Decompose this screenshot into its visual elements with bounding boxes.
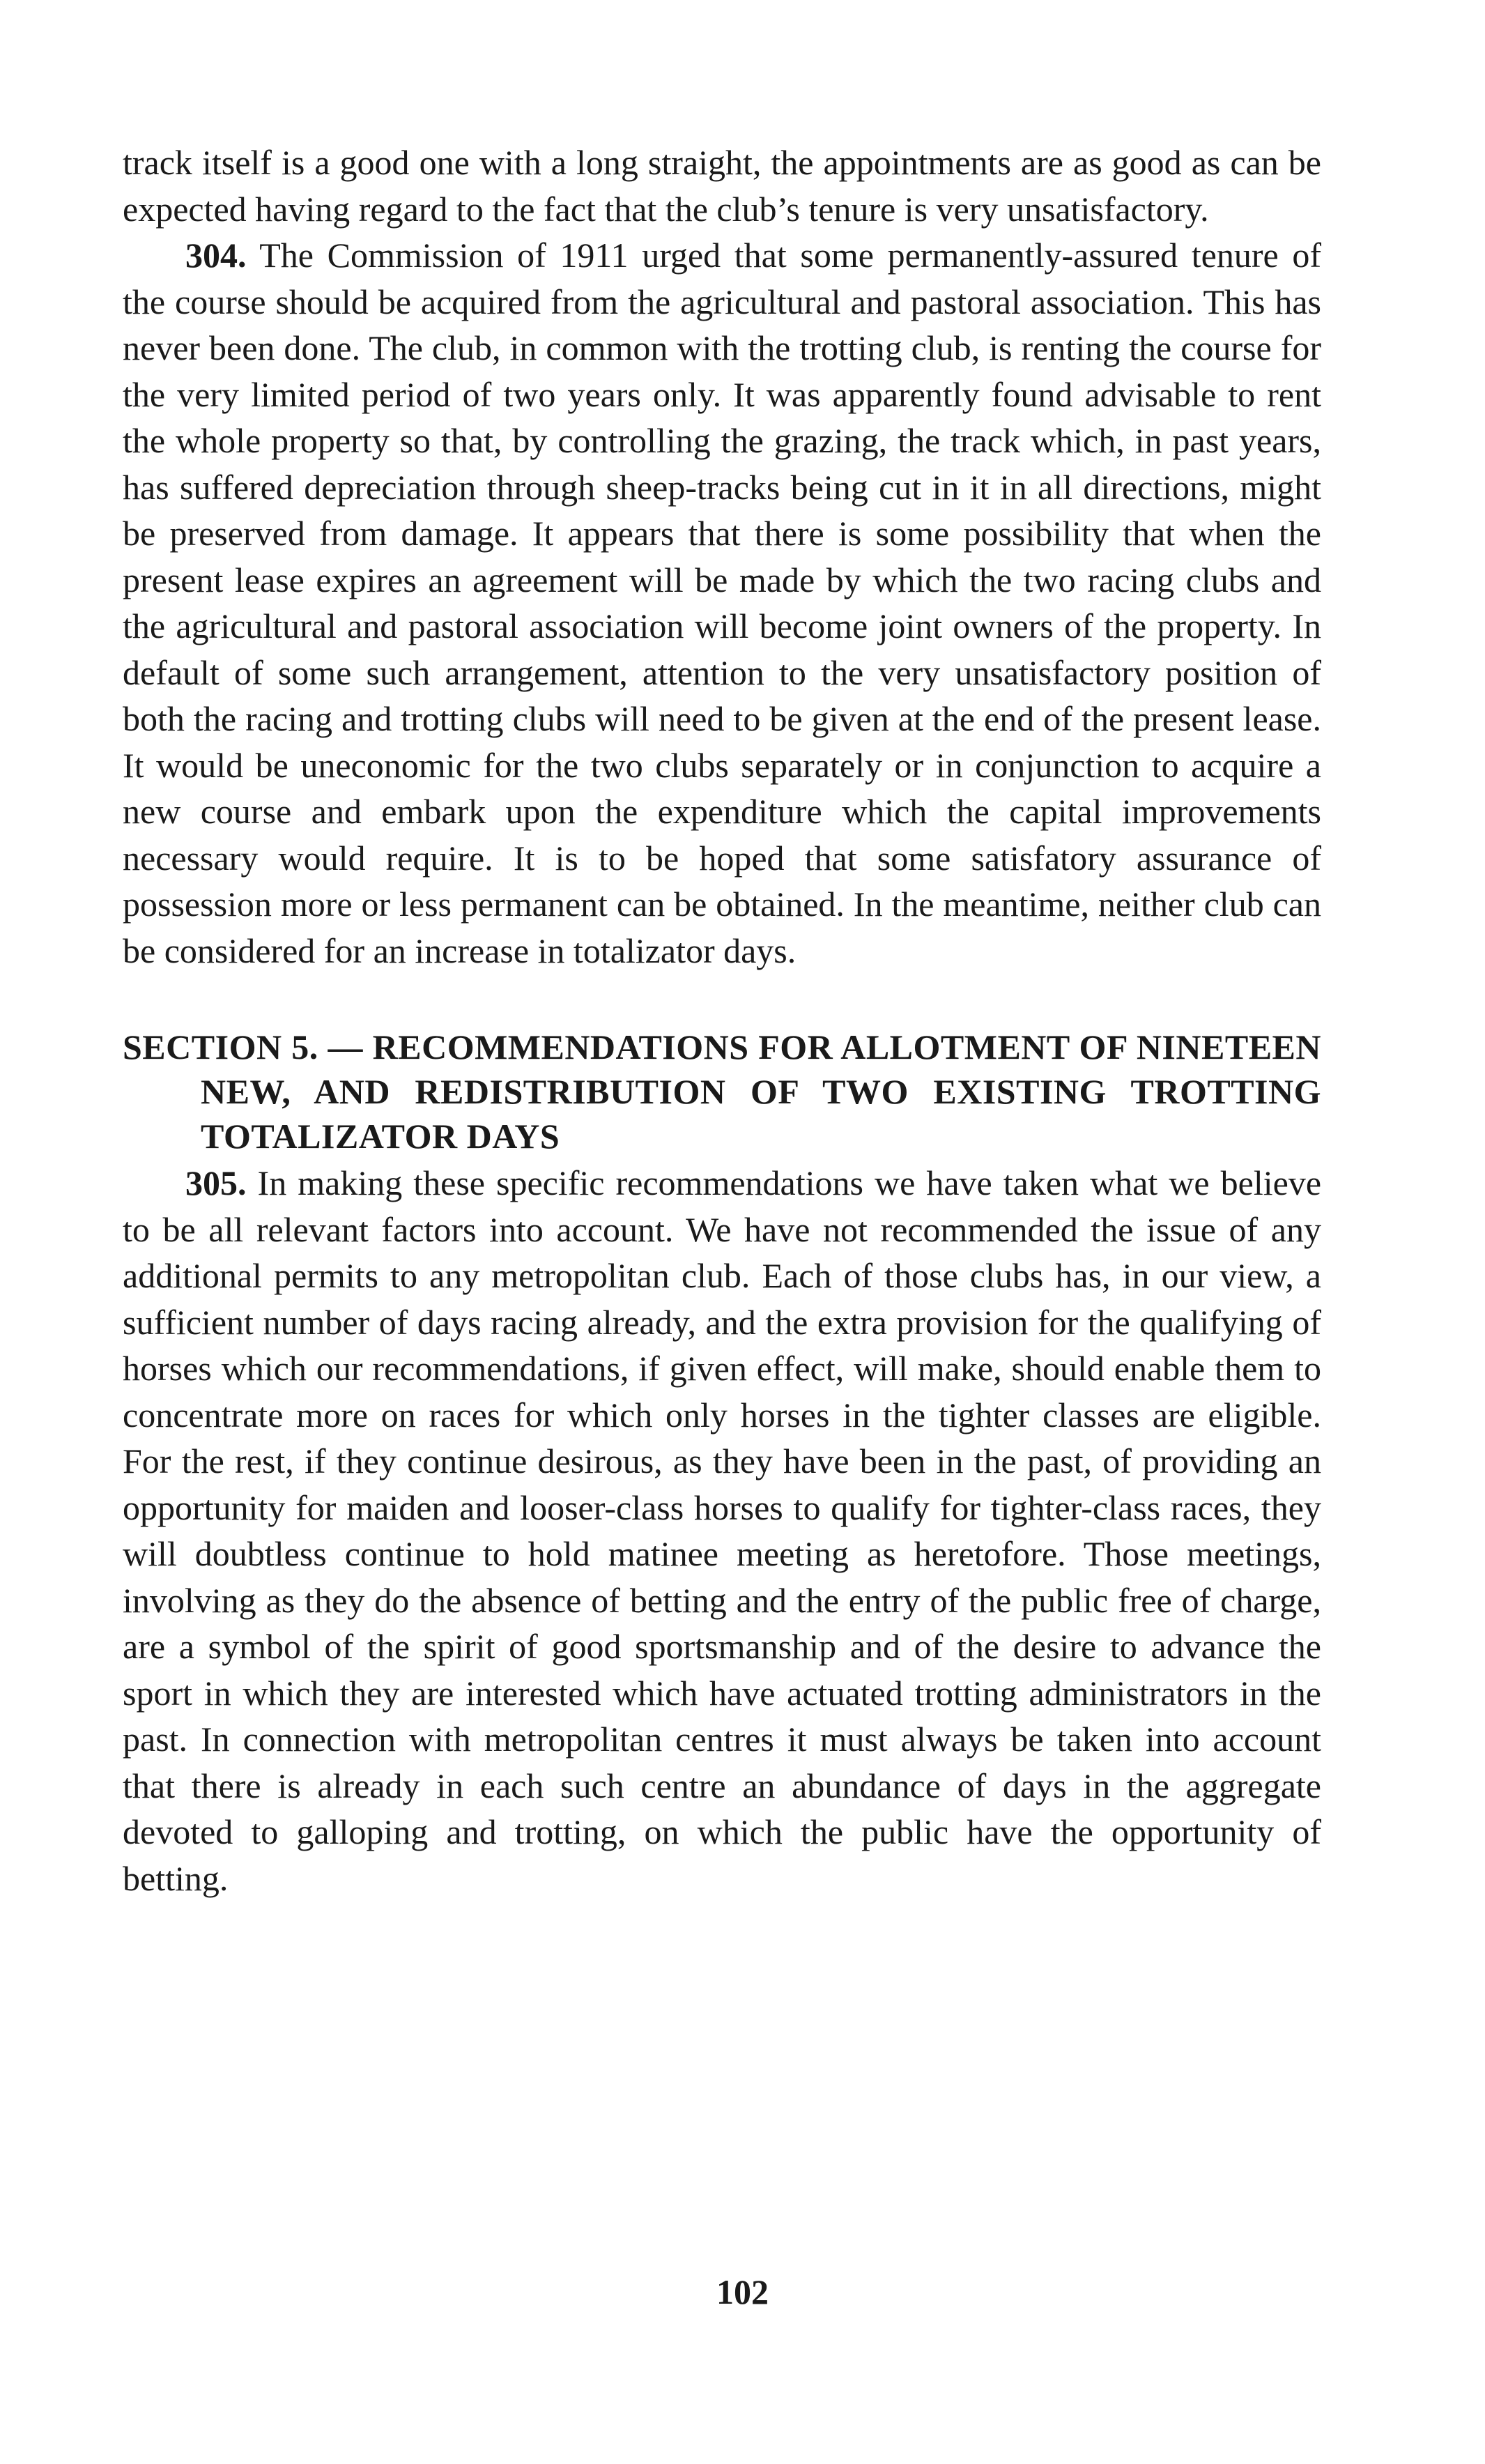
paragraph-number-305: 305. xyxy=(185,1163,247,1202)
paragraph-305 xyxy=(123,1160,1321,1901)
paragraph-304 xyxy=(123,232,1321,974)
paragraph-text-304: The Commission of 1911 urged that some permanently-assured tenure of the course should be acquired from the agricultural and pastoral association. This has never been done. The club, in common with the trotting club, is renting the course for the very limited period of two years only. It was apparently found advisable to rent the whole property so that, by controlling the grazing, the track which, in past years, has suffered depreciation through sheep-tracks being cut in it in all directions, might be preserved from damage. It appears that there is some possibility that when the present lease expires an agreement will be made by which the two racing clubs and the agricultural and pastoral association will become joint owners of the property. In default of some such arrangement, attention to the very unsatisfactory position of both the racing and trotting clubs will need to be given at the end of the present lease. It would be uneconomic for the two clubs separately or in conjunction to acquire a new course and embark upon the expenditure which the capital improvements necessary would require. It is to be hoped that some satisfatory assurance of possession more or less permanent can be obtained. In the meantime, neither club can be considered for an increase in totalizator days. xyxy=(123,236,1321,970)
paragraph-text-305: In making these specific recommendations we have taken what we believe to be all relevant factors into account. We have not recommended the issue of any additional permits to any metropolitan club. Each of those clubs has, in our view, a sufficient number of days racing already, and the extra provision for the qualifying of horses which our recommendations, if given effect, will make, should enable them to concentrate more on races for which only horses in the tighter classes are eligible. For the rest, if they continue desirous, as they have been in the past, of providing an opportunity for maiden and looser-class horses to qualify for tighter-class races, they will doubtless continue to hold matinee meeting as heretofore. Those meetings, involving as they do the absence of betting and the entry of the public free of charge, are a symbol of the spirit of good sportsmanship and of the desire to advance the sport in which they are interested which have actuated trotting administrators in the past. In connection with metropolitan centres it must always be taken into account that there is already in each such centre an abundance of days in the aggregate devoted to galloping and trotting, on which the public have the opportunity of betting. xyxy=(123,1163,1322,1898)
document-page xyxy=(123,139,1321,1901)
section-heading: SECTION 5. — RECOMMENDATIONS FOR ALLOTMENT OF NINETEEN NEW, AND REDISTRIBUTION OF TWO EXISTING TROTTING TOTALIZATOR DAYS xyxy=(123,1027,1321,1156)
continued-paragraph: track itself is a good one with a long straight, the appointments are as good as can be expected having regard to the fact that the club’s tenure is very unsatisfactory. xyxy=(123,143,1321,229)
paragraph-number-304: 304. xyxy=(185,236,247,275)
page-number: 102 xyxy=(716,2272,769,2311)
